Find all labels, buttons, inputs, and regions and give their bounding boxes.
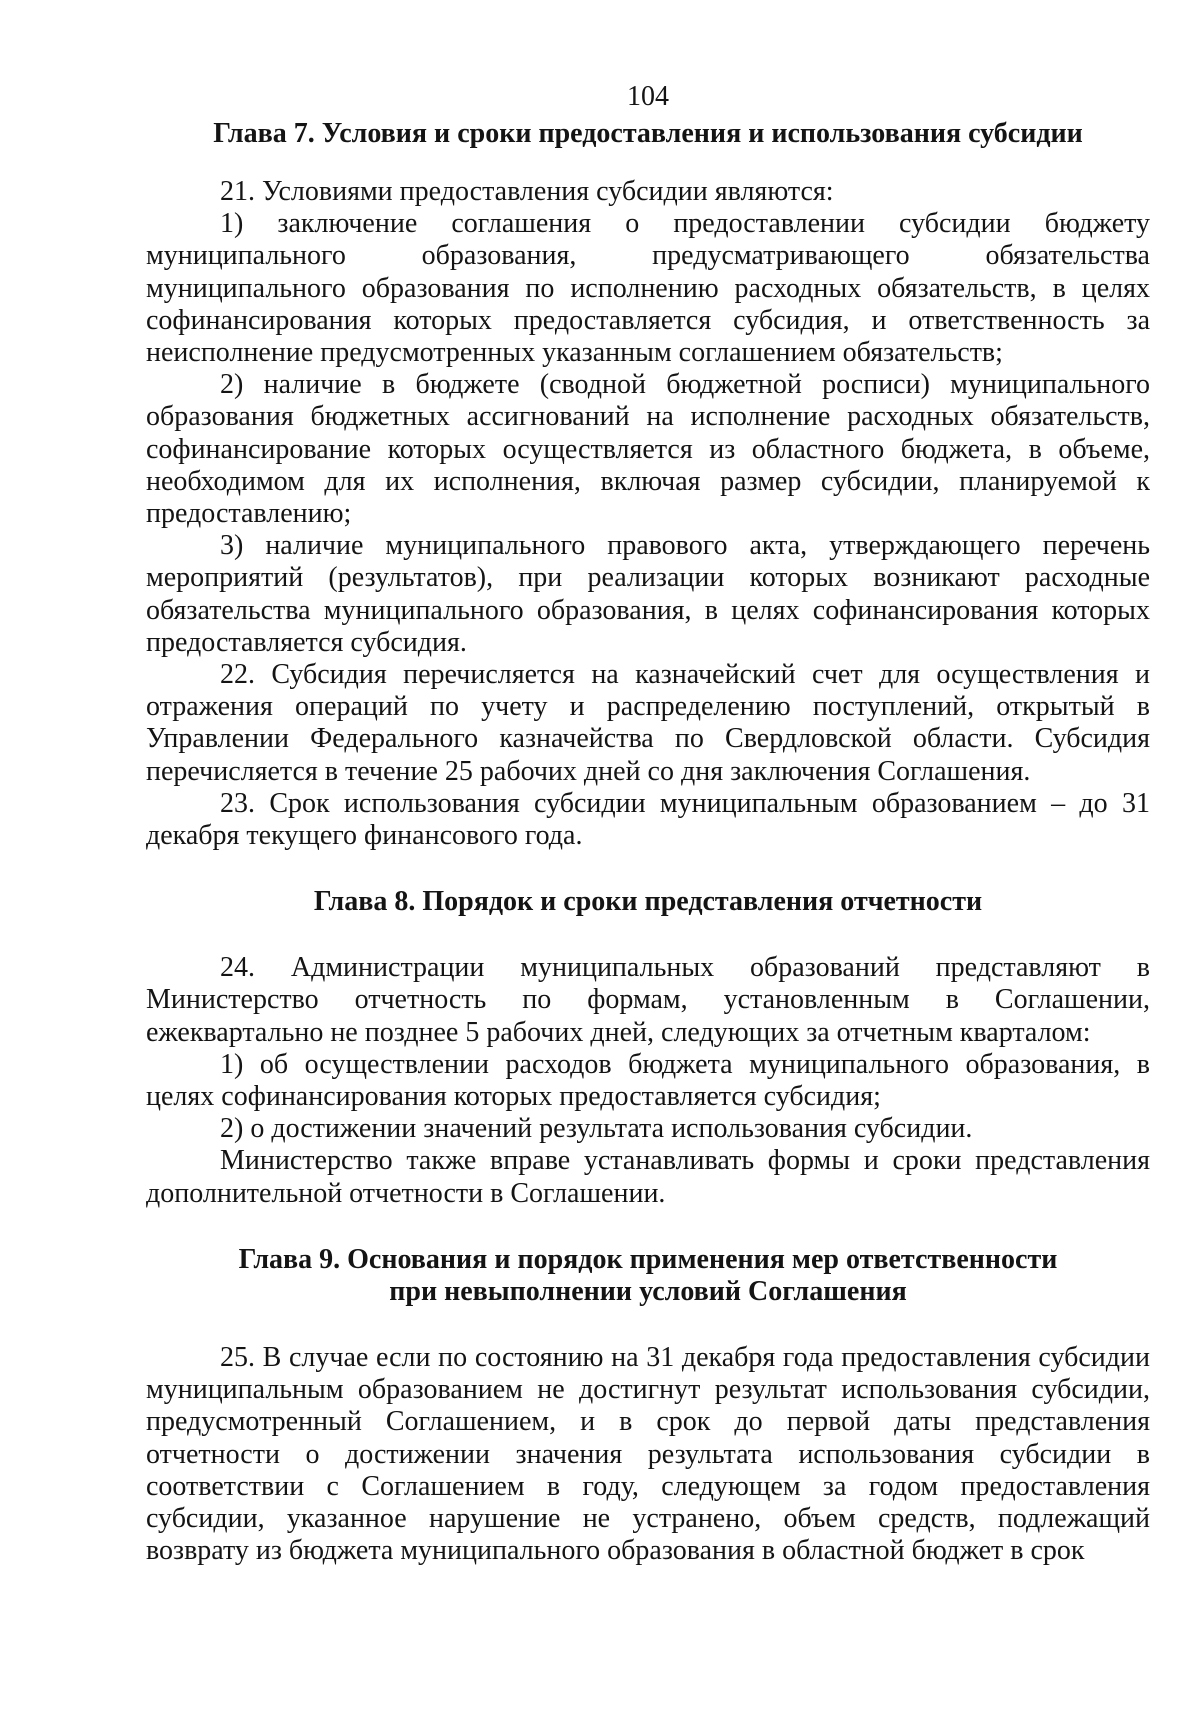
chapter-7	[146, 118, 1150, 852]
chapter-8	[146, 886, 1150, 1210]
chapter-9-title	[146, 1244, 1150, 1308]
chapter-8-title: Глава 8. Порядок и сроки представления отчетности	[313, 886, 983, 918]
paragraph-24-ministry-note: Министерство также вправе устанавливать формы и сроки представления дополнительной отчетности в Соглашении.	[146, 1145, 1150, 1209]
chapter-7-title: Глава 7. Условия и сроки предоставления и использования субсидии	[213, 118, 1083, 149]
paragraph-24: 24. Администрации муниципальных образований представляют в Министерство отчетность по формам, установленным в Соглашении, ежеквартально не позднее 5 рабочих дней, следующих за отчетным кварталом:	[146, 952, 1150, 1048]
paragraph-21: 21. Условиями предоставления субсидии являются:	[220, 176, 834, 207]
paragraph-22: 22. Субсидия перечисляется на казначейский счет для осуществления и отражения операций по учету и распределению поступлений, открытый в Управлении Федерального казначейства по Свердловской области. Субсидия перечисляется в течение 25 рабочих дней со дня заключения Соглашения.	[146, 659, 1150, 787]
paragraph-23: 23. Срок использования субсидии муниципальным образованием – до 31 декабря текущего финансового года.	[146, 787, 1150, 852]
paragraph-24-item-1: 1) об осуществлении расходов бюджета муниципального образования, в целях софинансирования которых предоставляется субсидия;	[146, 1048, 1150, 1113]
paragraph-21-item-2: 2) наличие в бюджете (сводной бюджетной росписи) муниципального образования бюджетных ассигнований на исполнение расходных обязательств, софинансирование которых осуществляется из областного бюджета, в объеме, необходимом для их исполнения, включая размер субсидии, планируемой к предоставлению;	[146, 369, 1150, 530]
chapter-9-title-line-1: Глава 9. Основания и порядок применения мер ответственности	[238, 1243, 1058, 1275]
page-number: 104	[627, 81, 669, 112]
chapter-9-title-line-2: при невыполнении условий Соглашения	[389, 1275, 907, 1307]
chapter-9	[146, 1244, 1150, 1567]
paragraph-25: 25. В случае если по состоянию на 31 декабря года предоставления субсидии муниципальным образованием не достигнут результат использования субсидии, предусмотренный Соглашением, и в срок до первой даты представления отчетности о достижении значения результата использования субсидии в соответствии с Соглашением в году, следующем за годом предоставления субсидии, указанное нарушение не устранено, объем средств, подлежащий возврату из бюджета муниципального образования в областной бюджет в срок	[146, 1341, 1150, 1567]
paragraph-21-item-3: 3) наличие муниципального правового акта, утверждающего перечень мероприятий (результатов), при реализации которых возникают расходные обязательства муниципального образования, в целях софинансирования которых предоставляется субсидия.	[146, 530, 1150, 658]
paragraph-24-item-2: 2) о достижении значений результата использования субсидии.	[220, 1113, 973, 1145]
document-page	[146, 80, 1150, 1567]
paragraph-21-item-1: 1) заключение соглашения о предоставлении субсидии бюджету муниципального образования, предусматривающего обязательства муниципального образования по исполнению расходных обязательств, в целях софинансирования которых предоставляется субсидия, и ответственность за неисполнение предусмотренных указанным соглашением обязательств;	[146, 208, 1150, 369]
